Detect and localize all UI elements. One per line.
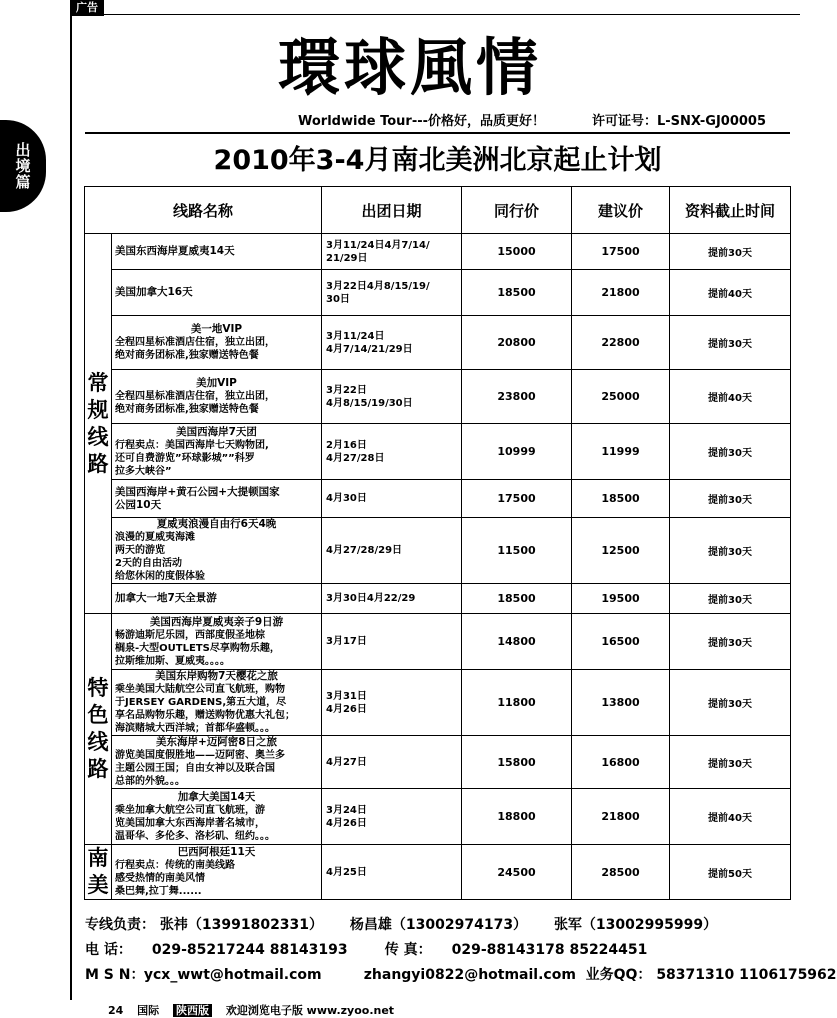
route-name: 美国东岸购物7天樱花之旅	[155, 670, 278, 682]
header-route: 线路名称	[85, 187, 322, 234]
msn-label: M S N：	[85, 967, 145, 983]
contact-person: 张军（13002995999）	[553, 917, 718, 933]
contact-block	[85, 914, 837, 989]
fax-label: 传 真：	[384, 942, 432, 958]
retail-price: 18500	[572, 480, 670, 518]
deadline: 提前30天	[670, 736, 791, 789]
msn-address[interactable]: ycx_wwt@hotmail.com	[143, 967, 322, 983]
peer-price: 17500	[462, 480, 572, 518]
fax-number: 029-88143178 85224451	[451, 942, 648, 958]
route-name: 美国东西海岸夏威夷14天	[115, 245, 235, 257]
route-description: 乘坐美国大陆航空公司直飞航班，购物 于JERSEY GARDENS,第五大道，尽 享名品购物乐趣，赠送购物优惠大礼包； 海滨赌城大西洋城；首都华盛顿。。。	[115, 684, 295, 734]
footer-edition: 陕西版	[173, 1004, 212, 1017]
peer-price: 18500	[462, 584, 572, 614]
peer-price: 18500	[462, 270, 572, 316]
deadline: 提前30天	[670, 518, 791, 584]
route-cell	[112, 670, 322, 736]
category-label: 特色线路	[85, 614, 112, 845]
header-retail-price: 建议价	[572, 187, 670, 234]
route-description: 游览美国度假胜地——迈阿密、奥兰多 主题公园王国；自由女神以及联合国 总部的外貌。。。	[115, 750, 285, 787]
brand-title: 環球風情	[277, 31, 542, 104]
table-header-row	[85, 187, 791, 234]
table-row	[85, 845, 791, 900]
route-cell	[112, 370, 322, 424]
table-row	[85, 316, 791, 370]
route-cell	[112, 518, 322, 584]
ad-tag: 广告	[70, 0, 104, 16]
peer-price: 15000	[462, 234, 572, 270]
contact-person: 杨昌雄（13002974173）	[349, 917, 528, 933]
table-row	[85, 736, 791, 789]
peer-price: 15800	[462, 736, 572, 789]
deadline: 提前30天	[670, 584, 791, 614]
departure-date: 3月24日 4月26日	[322, 789, 462, 845]
table-row	[85, 370, 791, 424]
route-cell	[112, 614, 322, 670]
route-description: 行程卖点：传统的南美线路 感受热情的南美风情 桑巴舞,拉丁舞......	[115, 860, 235, 897]
deadline: 提前40天	[670, 270, 791, 316]
peer-price: 18800	[462, 789, 572, 845]
page-footer	[108, 1002, 404, 1018]
retail-price: 13800	[572, 670, 670, 736]
route-name: 巴西阿根廷11天	[177, 846, 256, 858]
table-row	[85, 518, 791, 584]
phone-fax-line	[85, 939, 795, 964]
category-label: 常规线路	[85, 234, 112, 614]
route-name: 美国加拿大16天	[115, 286, 193, 298]
table-row	[85, 584, 791, 614]
qq-label: 业务QQ：	[585, 967, 652, 983]
deadline: 提前40天	[670, 370, 791, 424]
page-number: 24	[108, 1004, 124, 1017]
route-cell	[112, 736, 322, 789]
peer-price: 23800	[462, 370, 572, 424]
phone-label: 电 话：	[85, 942, 132, 958]
route-name: 加拿大一地7天全景游	[115, 592, 217, 604]
retail-price: 22800	[572, 316, 670, 370]
deadline: 提前30天	[670, 234, 791, 270]
route-cell	[112, 316, 322, 370]
deadline: 提前40天	[670, 789, 791, 845]
peer-price: 11500	[462, 518, 572, 584]
route-name: 美东海岸+迈阿密8日之旅	[155, 736, 278, 748]
retail-price: 17500	[572, 234, 670, 270]
retail-price: 16800	[572, 736, 670, 789]
retail-price: 25000	[572, 370, 670, 424]
header-date: 出团日期	[322, 187, 462, 234]
table-row	[85, 789, 791, 845]
route-cell	[112, 845, 322, 900]
route-description: 乘坐加拿大航空公司直飞航班，游 览美国加拿大东西海岸著名城市， 温哥华、多伦多、洛杉矶、纽约。。。	[115, 804, 275, 842]
plan-title: 2010年3-4月南北美洲北京起止计划	[213, 145, 662, 176]
route-cell	[112, 234, 322, 270]
deadline: 提前30天	[670, 480, 791, 518]
qq-numbers: 58371310 1106175962	[656, 967, 837, 983]
route-description: 全程四星标准酒店住宿，独立出团， 绝对商务团标准,独家赠送特色餐	[115, 337, 275, 361]
license-number: 许可证号：L-SNX-GJ00005	[592, 114, 767, 129]
route-name: 加拿大美国14天	[177, 790, 256, 803]
deadline: 提前30天	[670, 424, 791, 480]
retail-price: 19500	[572, 584, 670, 614]
departure-date: 4月25日	[322, 845, 462, 900]
peer-price: 14800	[462, 614, 572, 670]
table-row	[85, 480, 791, 518]
table-row	[85, 234, 791, 270]
route-cell	[112, 424, 322, 480]
departure-date: 3月30日4月22/29	[322, 584, 462, 614]
msn-qq-line	[85, 964, 837, 989]
route-description: 浪漫的夏威夷海滩 两天的游览 2天的自由活动 给您休闲的度假体验	[115, 532, 205, 582]
departure-date: 3月22日4月8/15/19/ 30日	[322, 270, 462, 316]
departure-date: 2月16日 4月27/28日	[322, 424, 462, 480]
route-name: 美一地VIP	[190, 323, 243, 335]
deadline: 提前30天	[670, 614, 791, 670]
route-name: 美国西海岸7天团	[176, 425, 257, 438]
departure-date: 4月27日	[322, 736, 462, 789]
tour-schedule-table	[84, 186, 791, 900]
route-description: 畅游迪斯尼乐园，西部度假圣地棕 榈泉-大型OUTLETS尽享购物乐趣， 拉斯维加斯、夏威夷。。。。	[115, 629, 280, 667]
phone-number: 029-85217244 88143193	[151, 942, 348, 958]
route-cell	[112, 584, 322, 614]
contact-persons-line	[85, 914, 795, 939]
retail-price: 21800	[572, 270, 670, 316]
retail-price: 21800	[572, 789, 670, 845]
route-cell	[112, 270, 322, 316]
route-cell	[112, 480, 322, 518]
retail-price: 11999	[572, 424, 670, 480]
msn-address[interactable]: zhangyi0822@hotmail.com	[363, 967, 576, 983]
retail-price: 28500	[572, 845, 670, 900]
peer-price: 10999	[462, 424, 572, 480]
route-name: 美国西海岸+黄石公园+大提顿国家 公园10天	[115, 485, 280, 511]
route-name: 美国西海岸夏威夷亲子9日游	[149, 615, 284, 628]
table-row	[85, 614, 791, 670]
deadline: 提前50天	[670, 845, 791, 900]
route-name: 夏威夷浪漫自由行6天4晚	[156, 518, 277, 530]
table-row	[85, 424, 791, 480]
departure-date: 3月11/24日 4月7/14/21/29日	[322, 316, 462, 370]
departure-date: 3月22日 4月8/15/19/30日	[322, 370, 462, 424]
peer-price: 20800	[462, 316, 572, 370]
contact-label: 专线负责：	[85, 917, 155, 933]
header-deadline: 资料截止时间	[670, 187, 791, 234]
deadline: 提前30天	[670, 670, 791, 736]
departure-date: 4月30日	[322, 480, 462, 518]
departure-date: 3月31日 4月26日	[322, 670, 462, 736]
peer-price: 24500	[462, 845, 572, 900]
deadline: 提前30天	[670, 316, 791, 370]
retail-price: 16500	[572, 614, 670, 670]
table-row	[85, 670, 791, 736]
peer-price: 11800	[462, 670, 572, 736]
category-label: 南美	[85, 845, 112, 900]
title-divider	[85, 132, 790, 134]
table-row	[85, 270, 791, 316]
route-cell	[112, 789, 322, 845]
brand-tagline: Worldwide Tour---价格好，品质更好！	[298, 114, 546, 129]
section-tab: 出境篇	[0, 120, 46, 212]
departure-date: 4月27/28/29日	[322, 518, 462, 584]
route-name: 美加VIP	[196, 377, 237, 389]
contact-person: 张祎（13991802331）	[159, 917, 324, 933]
footer-slogan[interactable]: 欢迎浏览电子版 www.zyoo.net	[225, 1004, 395, 1017]
footer-section: 国际	[137, 1004, 160, 1017]
retail-price: 12500	[572, 518, 670, 584]
header-peer-price: 同行价	[462, 187, 572, 234]
departure-date: 3月11/24日4月7/14/ 21/29日	[322, 234, 462, 270]
route-description: 全程四星标准酒店住宿，独立出团， 绝对商务团标准,独家赠送特色餐	[115, 391, 275, 415]
route-description: 行程卖点：美国西海岸七天购物团, 还可自费游览”环球影城””科罗 拉多大峡谷”	[115, 439, 269, 477]
departure-date: 3月17日	[322, 614, 462, 670]
